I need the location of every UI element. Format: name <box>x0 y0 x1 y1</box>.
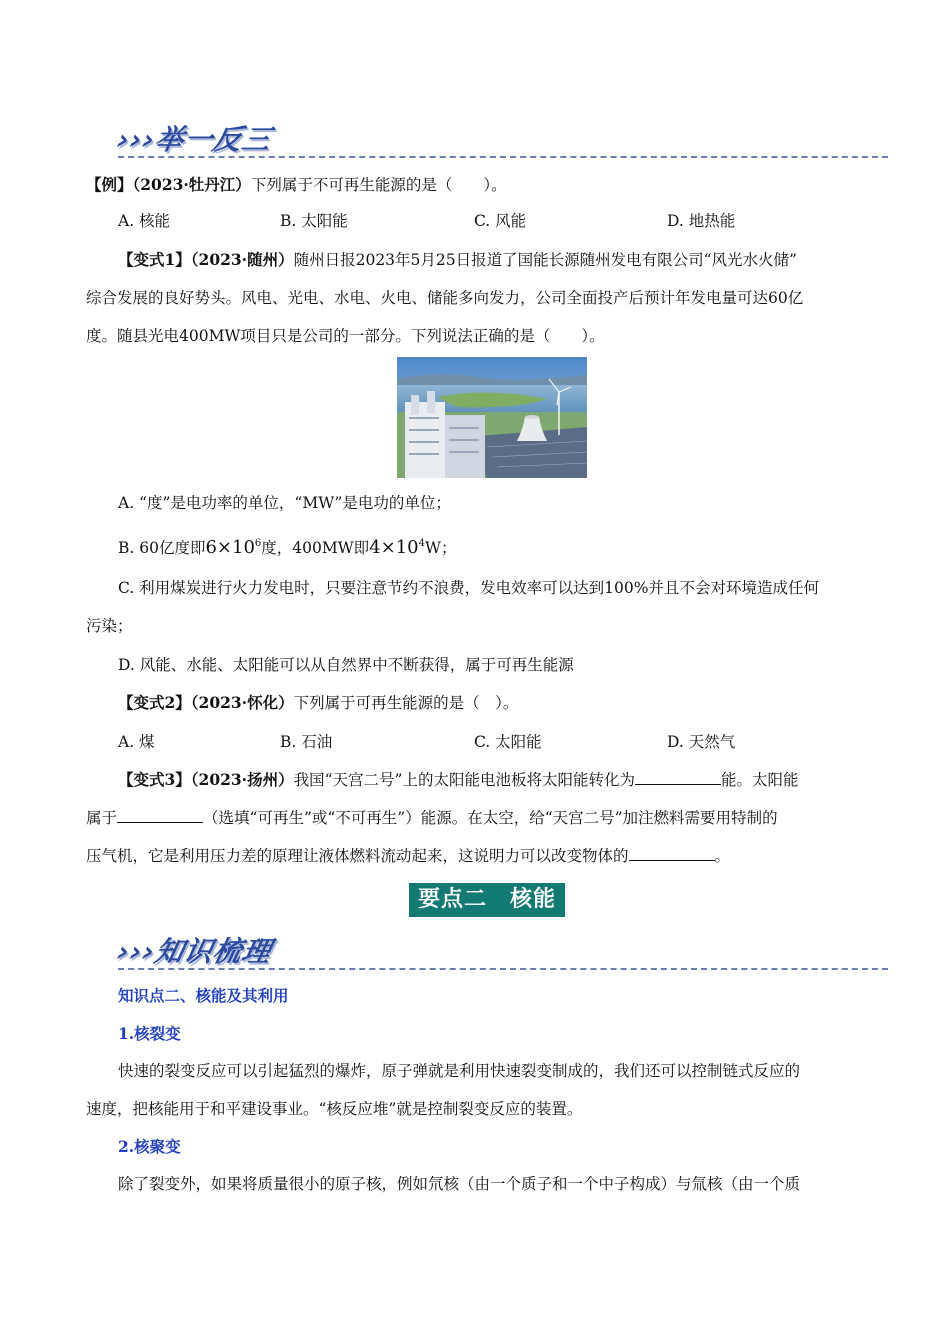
variant3-tag: 【变式3】 <box>118 770 191 789</box>
variant1-line3: 度。随县光电400MW项目只是公司的一部分。下列说法正确的是（ ）。 <box>86 327 605 345</box>
option-b-formula-1 <box>205 537 261 558</box>
section-title: 要点二 核能 <box>409 883 565 917</box>
example-source: （2023·牡丹江） <box>132 175 251 194</box>
option-b-suffix: W； <box>425 539 457 557</box>
variant1-text1: 随州日报2023年5月25日报道了国能长源随州发电有限公司“风光水火储” <box>293 251 797 269</box>
variant3-line2 <box>86 806 866 830</box>
variant3-text3a: 压气机，它是利用压力差的原理让液体燃料流动起来，这说明力可以改变物体的 <box>86 847 629 865</box>
fission-paragraph-line1: 快速的裂变反应可以引起猛烈的爆炸，原子弹就是利用快速裂变制成的，我们还可以控制链式反应的 <box>118 1062 801 1080</box>
variant1-option-b <box>118 532 898 560</box>
variant2-tag: 【变式2】 <box>118 693 191 712</box>
blank-2[interactable] <box>117 806 203 823</box>
variant1-option-a: A. “度”是电功率的单位，“MW”是电功的单位； <box>118 494 451 512</box>
example-option-d: D. 地热能 <box>667 212 736 230</box>
fission-paragraph-line2: 速度，把核能用于和平建设事业。“核反应堆”就是控制裂变反应的装置。 <box>86 1100 583 1118</box>
example-option-a: A. 核能 <box>118 212 171 230</box>
variant2-question-text: 下列属于可再生能源的是（ ）。 <box>293 694 519 712</box>
formula-1-exp: 6 <box>254 538 262 549</box>
banner-title: ›››知识梳理 <box>114 935 275 968</box>
variant2-option-c: C. 太阳能 <box>474 733 542 751</box>
section-banner-knowledge <box>114 930 888 970</box>
example-option-b: B. 太阳能 <box>280 212 348 230</box>
power-plant-illustration <box>397 357 587 478</box>
variant3-text1b: 能。太阳能 <box>720 771 799 789</box>
variant1-source: （2023·随州） <box>190 250 294 269</box>
power-plant-photo <box>397 357 587 478</box>
knowledge-heading: 知识点二、核能及其利用 <box>118 986 289 1005</box>
variant1-option-d: D. 风能、水能、太阳能可以从自然界中不断获得，属于可再生能源 <box>118 656 574 674</box>
example-option-c: C. 风能 <box>474 212 527 230</box>
dashed-divider <box>118 968 888 970</box>
variant3-text2a: 属于 <box>86 809 118 827</box>
section-banner-practice <box>114 118 888 158</box>
variant2-option-a: A. 煤 <box>118 733 155 751</box>
variant3-line3 <box>86 844 866 868</box>
variant2-source: （2023·怀化） <box>190 693 294 712</box>
option-b-prefix: B. 60亿度即 <box>118 539 206 557</box>
example-tag: 【例】 <box>86 175 133 194</box>
dashed-divider <box>118 156 888 158</box>
fusion-paragraph-line1: 除了裂变外，如果将质量很小的原子核，例如氘核（由一个质子和一个中子构成）与氚核（由一个质 <box>118 1175 801 1193</box>
variant1-line1 <box>118 248 898 272</box>
subheading-fission: 1.核裂变 <box>118 1024 181 1043</box>
variant3-text1a: 我国“天宫二号”上的太阳能电池板将太阳能转化为 <box>293 771 635 789</box>
subheading-fusion: 2.核聚变 <box>118 1137 181 1156</box>
example-question <box>86 173 866 197</box>
example-question-text: 下列属于不可再生能源的是（ ）。 <box>250 176 507 194</box>
formula-1-base: 6×10 <box>205 537 255 558</box>
variant1-option-c-line1: C. 利用煤炭进行火力发电时，只要注意节约不浪费，发电效率可以达到100%并且不会对环境造成任何 <box>118 579 819 597</box>
variant3-text2b: （选填“可再生”或“不可再生”）能源。在太空，给“天宫二号”加注燃料需要用特制的 <box>203 809 778 827</box>
variant1-line2: 综合发展的良好势头。风电、光电、水电、火电、储能多向发力，公司全面投产后预计年发电量可达60亿 <box>86 289 804 307</box>
variant3-text3b: 。 <box>714 847 731 865</box>
variant3-source: （2023·扬州） <box>190 770 294 789</box>
variant1-option-c-line2: 污染； <box>86 617 133 635</box>
option-b-formula-2 <box>369 537 425 558</box>
variant3-line1 <box>118 768 898 792</box>
formula-2-exp: 4 <box>418 538 426 549</box>
blank-3[interactable] <box>629 844 715 861</box>
variant2-option-d: D. 天然气 <box>667 733 736 751</box>
variant1-tag: 【变式1】 <box>118 250 191 269</box>
variant2-option-b: B. 石油 <box>280 733 333 751</box>
blank-1[interactable] <box>635 768 721 785</box>
formula-2-base: 4×10 <box>369 537 419 558</box>
variant2-question <box>118 691 898 715</box>
option-b-middle: 度，400MW即 <box>261 539 370 557</box>
banner-title: ›››举一反三 <box>114 123 275 156</box>
